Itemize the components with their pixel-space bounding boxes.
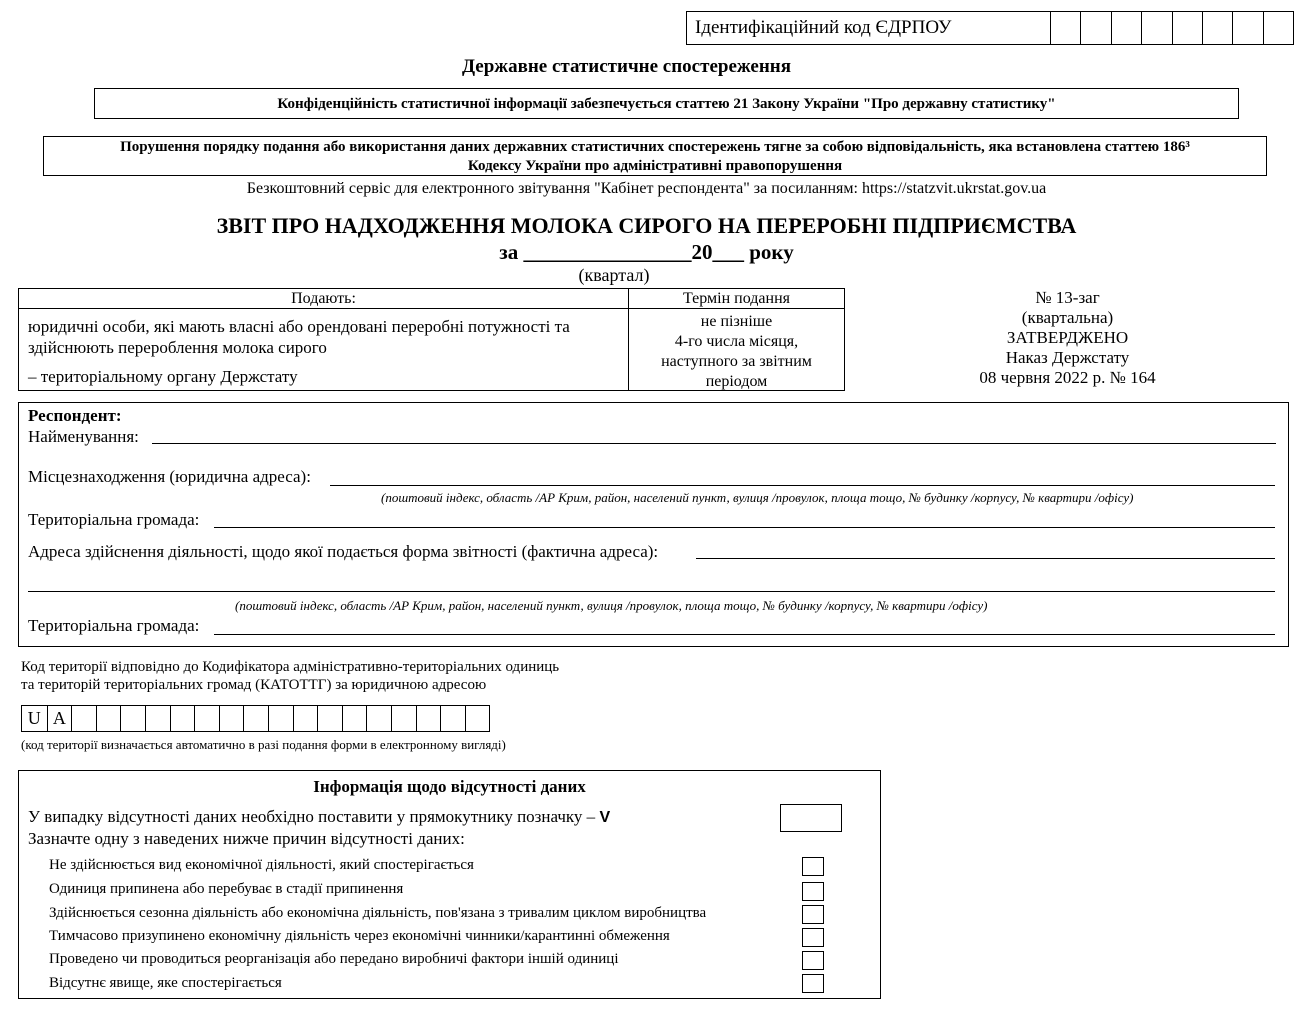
location-label: Місцезнаходження (юридична адреса): [28,467,311,486]
territory-code-caption [21,658,559,694]
reason-label: Одиниця припинена або перебуває в стадії припинення [49,881,404,897]
submitters-line: юридичні особи, які мають власні або орендовані переробні потужності та [28,317,570,336]
community-label: Територіальна громада: [28,510,200,529]
observation-title: Державне статистичне спостереження [461,56,792,77]
reason-label: Не здійснюється вид економічної діяльності, який спостерігається [49,857,474,873]
reason-label: Відсутнє явище, яке спостерігається [49,975,282,991]
reason-label: Проведено чи проводиться реорганізація або передано виробничі фактори іншій одиниці [49,951,619,967]
reason-checkbox[interactable] [802,974,824,993]
reason-checkbox[interactable] [802,951,824,970]
edrpou-digit-cell[interactable] [1141,12,1171,44]
territory-caption-line: та територій територіальних громад (КАТОТТГ) за юридичною адресою [21,677,487,693]
edrpou-digit-cell[interactable] [1202,12,1232,44]
approval-date: 08 червня 2022 р. № 164 [979,368,1156,387]
form-number: № 13-заг [1035,288,1100,307]
edrpou-digit-cell[interactable] [1232,12,1262,44]
territory-code-grid [21,705,490,732]
approval-block [960,288,1175,388]
deadline-line: періодом [705,373,768,390]
community-label-2: Територіальна громада: [28,616,200,635]
edrpou-label: Ідентифікаційний код ЄДРПОУ [695,17,952,38]
territory-code-cell[interactable] [268,706,293,731]
absence-choose-text: Зазначте одну з наведених нижче причин відсутності даних: [28,829,465,848]
territory-code-cell[interactable] [342,706,367,731]
edrpou-digit-cell[interactable] [1050,12,1080,44]
edrpou-code-box [686,11,1294,45]
deadline-line: 4-го числа місяця, [674,333,799,350]
reason-checkbox[interactable] [802,905,824,924]
edrpou-digit-cell[interactable] [1263,12,1293,44]
location-input-line[interactable] [330,485,1275,486]
edrpou-digit-cell[interactable] [1080,12,1110,44]
name-input-line[interactable] [152,443,1276,444]
approval-order: Наказ Держстату [1005,348,1130,367]
territory-code-note: (код території визначається автоматично в разі подання форми в електронному вигляді) [21,737,506,752]
reason-checkbox[interactable] [802,882,824,901]
reason-checkbox[interactable] [802,857,824,876]
territory-code-cell[interactable] [71,706,96,731]
deadline-text [629,312,844,392]
edrpou-digit-cell[interactable] [1172,12,1202,44]
community-input-line[interactable] [214,527,1275,528]
approved-stamp: ЗАТВЕРДЖЕНО [1006,328,1129,347]
reason-label: Тимчасово призупинено економічну діяльність через економічні чинники/карантинні обмеження [49,928,670,944]
territory-code-cell[interactable] [145,706,170,731]
territory-caption-line: Код території відповідно до Кодифікатора адміністративно-територіальних одиниць [21,659,560,675]
period-hint: (квартал) [578,265,650,285]
col-header-deadline: Термін подання [683,290,790,307]
address-hint: (поштовий індекс, область /АР Крим, район, населений пункт, вулиця /провулок, площа тощо, № будинку /корпусу, № квартири /офісу) [381,490,1134,505]
respondent-heading: Респондент: [28,406,122,425]
territory-code-cell[interactable] [440,706,465,731]
territory-code-cell[interactable] [416,706,441,731]
table-divider [19,308,844,309]
deadline-line: не пізніше [700,313,773,330]
territory-code-cell[interactable] [219,706,244,731]
form-periodicity: (квартальна) [1021,308,1114,327]
territory-code-cell[interactable] [170,706,195,731]
territory-code-cell: U [27,708,41,728]
submission-table [18,288,845,391]
absence-main-checkbox[interactable] [780,804,842,832]
territory-code-cell[interactable] [293,706,318,731]
territory-code-cell[interactable] [317,706,342,731]
territory-code-cell[interactable] [194,706,219,731]
violation-line: Порушення порядку подання або використання даних державних статистичних спостережень тягне за собою відповідальність, яка встановлена статтею 186³ [120,139,1190,155]
absence-title: Інформація щодо відсутності даних [313,777,586,796]
address-hint-2: (поштовий індекс, область /АР Крим, район, населений пункт, вулиця /провулок, площа тощо, № будинку /корпусу, № квартири /офісу) [235,598,988,613]
community-input-line-2[interactable] [214,634,1275,635]
absence-instruction-text: У випадку відсутності даних необхідно поставити у прямокутнику позначку – [28,807,596,826]
territory-code-cell[interactable] [391,706,416,731]
check-mark-sample: V [599,809,611,826]
territory-code-cell[interactable] [96,706,121,731]
absence-instruction [28,807,610,827]
submitters-line: здійснюють перероблення молока сирого [28,338,327,357]
territory-code-cell[interactable] [243,706,268,731]
report-title: ЗВІТ ПРО НАДХОДЖЕННЯ МОЛОКА СИРОГО НА ПЕРЕРОБНІ ПІДПРИЄМСТВА [216,213,1077,238]
territory-code-cell[interactable] [366,706,391,731]
violation-line: Кодексу України про адміністративні правопорушення [467,158,843,174]
actual-address-label: Адреса здійснення діяльності, щодо якої подається форма звітності (фактична адреса): [28,542,659,561]
report-period: за ________________20___ року [499,240,794,264]
reason-checkbox[interactable] [802,928,824,947]
deadline-line: наступного за звітним [661,353,812,370]
submitters-text [28,316,570,387]
territory-code-cell: A [47,706,72,731]
territory-code-cell[interactable] [465,706,490,731]
name-label: Найменування: [28,427,139,446]
territory-code-cell[interactable] [120,706,145,731]
col-header-who: Подають: [291,290,356,307]
actual-address-input-line-2[interactable] [28,591,1275,592]
confidentiality-notice: Конфіденційність статистичної інформації забезпечується статтею 21 Закону України "Про державну статистику" [94,88,1239,119]
edrpou-digit-cell[interactable] [1111,12,1141,44]
actual-address-input-line[interactable] [696,558,1275,559]
reason-label: Здійснюється сезонна діяльність або економічна діяльність, пов'язана з тривалим циклом виробництва [49,905,707,921]
submitters-line: – територіальному органу Держстату [28,367,298,386]
service-note: Безкоштовний сервіс для електронного звітування "Кабінет респондента" за посиланням: https://statzvit.ukrstat.gov.ua [246,180,1047,197]
violation-notice [43,136,1267,176]
